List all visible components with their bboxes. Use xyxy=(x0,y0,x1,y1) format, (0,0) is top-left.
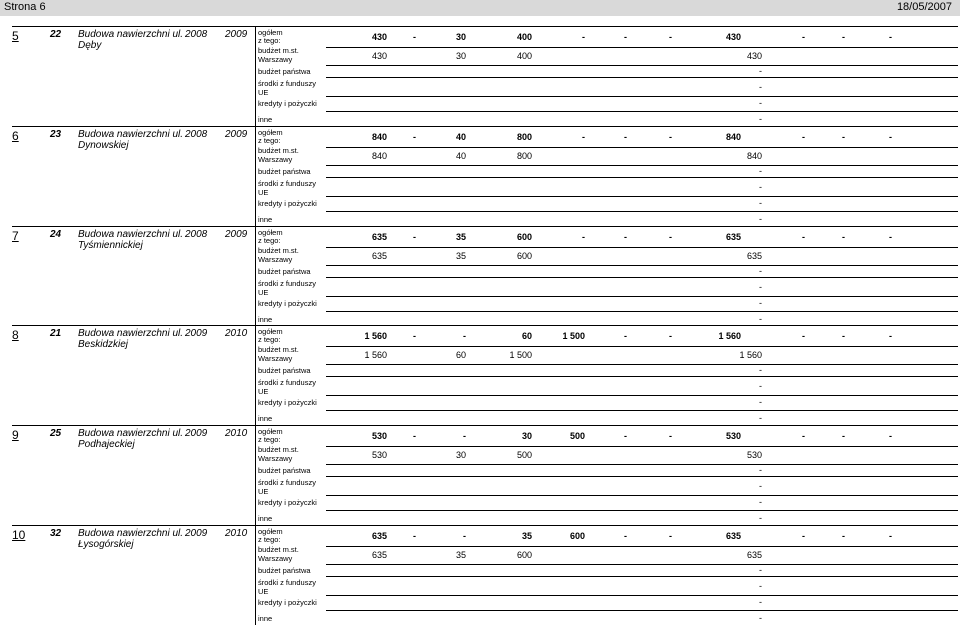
empty-value: - xyxy=(759,497,762,507)
empty-value: - xyxy=(759,413,762,423)
start-year: 2008 xyxy=(185,229,208,240)
total-value: - xyxy=(802,431,805,441)
msw-value: 1 500 xyxy=(509,350,532,360)
total-value: 400 xyxy=(516,32,532,42)
msw-value: 635 xyxy=(371,550,387,560)
row-divider xyxy=(326,277,958,278)
total-value: - xyxy=(802,132,805,142)
empty-value: - xyxy=(759,365,762,375)
empty-value: - xyxy=(759,98,762,108)
row-divider xyxy=(326,346,958,347)
empty-value: - xyxy=(759,166,762,176)
empty-value: - xyxy=(759,282,762,292)
total-value: 635 xyxy=(725,531,741,541)
total-value: - xyxy=(413,331,416,341)
total-value: - xyxy=(669,531,672,541)
total-value: - xyxy=(842,431,845,441)
print-date: 18/05/2007 xyxy=(896,1,952,13)
budzet-panstwa-label: budżet państwa xyxy=(258,566,311,575)
inne-label: inne xyxy=(258,115,273,124)
row-divider xyxy=(326,311,958,312)
total-value: - xyxy=(889,132,892,142)
label-divider xyxy=(255,127,256,226)
budzet-panstwa-label: budżet państwa xyxy=(258,366,311,375)
total-value: - xyxy=(669,431,672,441)
srodki-ue-label: środki z funduszy UE xyxy=(258,279,316,297)
total-value: - xyxy=(802,232,805,242)
budzet-msw-label: budżet m.st. Warszawy xyxy=(258,445,299,463)
total-value: 840 xyxy=(725,132,741,142)
budzet-panstwa-label: budżet państwa xyxy=(258,167,311,176)
total-value: 530 xyxy=(725,431,741,441)
msw-value: 30 xyxy=(455,51,466,61)
total-value: 840 xyxy=(371,132,387,142)
total-value: - xyxy=(842,232,845,242)
task-id: 23 xyxy=(50,129,62,140)
ogolem-label: ogółem xyxy=(258,527,283,536)
empty-value: - xyxy=(759,565,762,575)
z-tego-label: z tego: xyxy=(258,136,281,145)
row-divider xyxy=(326,96,958,97)
row-divider xyxy=(326,211,958,212)
total-value: - xyxy=(889,531,892,541)
total-value: 1 560 xyxy=(718,331,741,341)
empty-value: - xyxy=(759,66,762,76)
total-value: - xyxy=(889,431,892,441)
total-value: 600 xyxy=(516,232,532,242)
total-value: - xyxy=(842,531,845,541)
msw-value: 430 xyxy=(746,51,762,61)
row-number: 8 xyxy=(12,328,19,342)
inne-label: inne xyxy=(258,215,273,224)
total-value: - xyxy=(669,232,672,242)
label-divider xyxy=(255,227,256,326)
row-divider xyxy=(326,446,958,447)
total-value: - xyxy=(413,232,416,242)
budzet-msw-label: budżet m.st. Warszawy xyxy=(258,46,299,64)
z-tego-label: z tego: xyxy=(258,36,281,45)
total-value: 35 xyxy=(521,531,532,541)
label-divider xyxy=(255,326,256,425)
msw-value: 530 xyxy=(746,450,762,460)
z-tego-label: z tego: xyxy=(258,535,281,544)
z-tego-label: z tego: xyxy=(258,435,281,444)
budzet-panstwa-label: budżet państwa xyxy=(258,267,311,276)
task-name: Budowa nawierzchni ul. Tyśmiennickiej xyxy=(78,229,184,251)
srodki-ue-label: środki z funduszy UE xyxy=(258,578,316,596)
budzet-msw-label: budżet m.st. Warszawy xyxy=(258,545,299,563)
row-divider xyxy=(326,265,958,266)
total-value: - xyxy=(624,232,627,242)
inne-label: inne xyxy=(258,614,273,623)
row-divider xyxy=(326,376,958,377)
total-value: 500 xyxy=(569,431,585,441)
total-value: 530 xyxy=(371,431,387,441)
end-year: 2010 xyxy=(225,528,248,539)
msw-value: 635 xyxy=(746,550,762,560)
start-year: 2008 xyxy=(185,29,208,40)
kredyty-label: kredyty i pożyczki xyxy=(258,199,317,208)
total-value: 600 xyxy=(569,531,585,541)
table-row xyxy=(12,325,958,425)
empty-value: - xyxy=(759,597,762,607)
msw-value: 530 xyxy=(371,450,387,460)
msw-value: 840 xyxy=(371,151,387,161)
inne-label: inne xyxy=(258,514,273,523)
row-number: 9 xyxy=(12,428,19,442)
total-value: - xyxy=(463,331,466,341)
empty-value: - xyxy=(759,214,762,224)
row-divider xyxy=(326,476,958,477)
row-divider xyxy=(326,495,958,496)
empty-value: - xyxy=(759,266,762,276)
ogolem-label: ogółem xyxy=(258,327,283,336)
end-year: 2009 xyxy=(225,129,248,140)
total-value: 635 xyxy=(725,232,741,242)
row-number: 7 xyxy=(12,229,19,243)
row-divider xyxy=(326,165,958,166)
end-year: 2009 xyxy=(225,229,248,240)
budzet-msw-label: budżet m.st. Warszawy xyxy=(258,146,299,164)
total-value: - xyxy=(624,132,627,142)
empty-value: - xyxy=(759,314,762,324)
total-value: - xyxy=(582,132,585,142)
task-name: Budowa nawierzchni ul. Podhajeckiej xyxy=(78,428,184,450)
z-tego-label: z tego: xyxy=(258,236,281,245)
msw-value: 60 xyxy=(455,350,466,360)
row-divider xyxy=(326,595,958,596)
msw-value: 40 xyxy=(455,151,466,161)
empty-value: - xyxy=(759,114,762,124)
total-value: - xyxy=(463,531,466,541)
row-divider xyxy=(326,564,958,565)
kredyty-label: kredyty i pożyczki xyxy=(258,398,317,407)
total-value: - xyxy=(413,431,416,441)
row-divider xyxy=(326,147,958,148)
total-value: - xyxy=(624,331,627,341)
row-divider xyxy=(326,47,958,48)
start-year: 2009 xyxy=(185,328,208,339)
total-value: - xyxy=(463,431,466,441)
total-value: 30 xyxy=(455,32,466,42)
total-value: - xyxy=(582,232,585,242)
total-value: 60 xyxy=(521,331,532,341)
row-divider xyxy=(326,247,958,248)
page-header xyxy=(0,0,960,16)
row-number: 5 xyxy=(12,29,19,43)
budzet-msw-label: budżet m.st. Warszawy xyxy=(258,345,299,363)
total-value: 430 xyxy=(371,32,387,42)
end-year: 2009 xyxy=(225,29,248,40)
total-value: 430 xyxy=(725,32,741,42)
total-value: 1 500 xyxy=(562,331,585,341)
total-value: - xyxy=(889,32,892,42)
label-divider xyxy=(255,526,256,625)
msw-value: 1 560 xyxy=(364,350,387,360)
srodki-ue-label: środki z funduszy UE xyxy=(258,378,316,396)
msw-value: 400 xyxy=(516,51,532,61)
empty-value: - xyxy=(759,182,762,192)
empty-value: - xyxy=(759,397,762,407)
total-value: 40 xyxy=(455,132,466,142)
total-value: - xyxy=(889,331,892,341)
kredyty-label: kredyty i pożyczki xyxy=(258,99,317,108)
table-row xyxy=(12,126,958,226)
row-divider xyxy=(326,546,958,547)
total-value: - xyxy=(842,331,845,341)
total-value: 35 xyxy=(455,232,466,242)
total-value: 800 xyxy=(516,132,532,142)
row-divider xyxy=(326,77,958,78)
msw-value: 30 xyxy=(455,450,466,460)
total-value: - xyxy=(413,32,416,42)
start-year: 2009 xyxy=(185,428,208,439)
total-value: - xyxy=(624,32,627,42)
total-value: - xyxy=(624,431,627,441)
total-value: - xyxy=(889,232,892,242)
task-name: Budowa nawierzchni ul. Łysogórskiej xyxy=(78,528,184,550)
total-value: - xyxy=(842,32,845,42)
task-name: Budowa nawierzchni ul. Dęby xyxy=(78,29,184,51)
start-year: 2008 xyxy=(185,129,208,140)
msw-value: 430 xyxy=(371,51,387,61)
msw-value: 35 xyxy=(455,251,466,261)
total-value: 635 xyxy=(371,531,387,541)
task-id: 24 xyxy=(50,229,62,240)
table-row xyxy=(12,525,958,625)
table-row xyxy=(12,425,958,525)
total-value: 1 560 xyxy=(364,331,387,341)
task-name: Budowa nawierzchni ul. Beskidzkiej xyxy=(78,328,184,350)
total-value: 30 xyxy=(521,431,532,441)
msw-value: 600 xyxy=(516,251,532,261)
msw-value: 500 xyxy=(516,450,532,460)
start-year: 2009 xyxy=(185,528,208,539)
label-divider xyxy=(255,27,256,126)
budzet-panstwa-label: budżet państwa xyxy=(258,67,311,76)
empty-value: - xyxy=(759,298,762,308)
srodki-ue-label: środki z funduszy UE xyxy=(258,478,316,496)
row-divider xyxy=(326,65,958,66)
srodki-ue-label: środki z funduszy UE xyxy=(258,79,316,97)
budzet-panstwa-label: budżet państwa xyxy=(258,466,311,475)
row-divider xyxy=(326,410,958,411)
empty-value: - xyxy=(759,465,762,475)
ogolem-label: ogółem xyxy=(258,128,283,137)
msw-value: 35 xyxy=(455,550,466,560)
empty-value: - xyxy=(759,513,762,523)
total-value: - xyxy=(624,531,627,541)
total-value: - xyxy=(802,32,805,42)
empty-value: - xyxy=(759,481,762,491)
row-divider xyxy=(326,111,958,112)
end-year: 2010 xyxy=(225,328,248,339)
table-row xyxy=(12,26,958,126)
empty-value: - xyxy=(759,381,762,391)
total-value: - xyxy=(413,132,416,142)
total-value: - xyxy=(669,32,672,42)
page-number: Strona 6 xyxy=(4,1,46,13)
msw-value: 635 xyxy=(746,251,762,261)
table-row xyxy=(12,226,958,326)
inne-label: inne xyxy=(258,414,273,423)
task-id: 21 xyxy=(50,328,62,339)
task-name: Budowa nawierzchni ul. Dynowskiej xyxy=(78,129,184,151)
row-divider xyxy=(326,610,958,611)
row-divider xyxy=(326,395,958,396)
kredyty-label: kredyty i pożyczki xyxy=(258,299,317,308)
kredyty-label: kredyty i pożyczki xyxy=(258,498,317,507)
total-value: - xyxy=(842,132,845,142)
row-divider xyxy=(326,364,958,365)
task-id: 32 xyxy=(50,528,62,539)
empty-value: - xyxy=(759,613,762,623)
row-divider xyxy=(326,510,958,511)
row-number: 6 xyxy=(12,129,19,143)
kredyty-label: kredyty i pożyczki xyxy=(258,598,317,607)
total-value: - xyxy=(669,132,672,142)
row-divider xyxy=(326,296,958,297)
msw-value: 800 xyxy=(516,151,532,161)
msw-value: 600 xyxy=(516,550,532,560)
total-value: - xyxy=(802,331,805,341)
ogolem-label: ogółem xyxy=(258,228,283,237)
row-divider xyxy=(326,177,958,178)
row-divider xyxy=(326,196,958,197)
msw-value: 1 560 xyxy=(739,350,762,360)
total-value: - xyxy=(669,331,672,341)
task-id: 22 xyxy=(50,29,62,40)
budzet-msw-label: budżet m.st. Warszawy xyxy=(258,246,299,264)
z-tego-label: z tego: xyxy=(258,335,281,344)
row-divider xyxy=(326,576,958,577)
total-value: - xyxy=(802,531,805,541)
empty-value: - xyxy=(759,198,762,208)
empty-value: - xyxy=(759,581,762,591)
task-id: 25 xyxy=(50,428,62,439)
inne-label: inne xyxy=(258,315,273,324)
ogolem-label: ogółem xyxy=(258,28,283,37)
end-year: 2010 xyxy=(225,428,248,439)
empty-value: - xyxy=(759,82,762,92)
total-value: - xyxy=(413,531,416,541)
label-divider xyxy=(255,426,256,525)
row-divider xyxy=(326,464,958,465)
msw-value: 635 xyxy=(371,251,387,261)
msw-value: 840 xyxy=(746,151,762,161)
srodki-ue-label: środki z funduszy UE xyxy=(258,179,316,197)
row-number: 10 xyxy=(12,528,26,542)
ogolem-label: ogółem xyxy=(258,427,283,436)
total-value: - xyxy=(582,32,585,42)
total-value: 635 xyxy=(371,232,387,242)
